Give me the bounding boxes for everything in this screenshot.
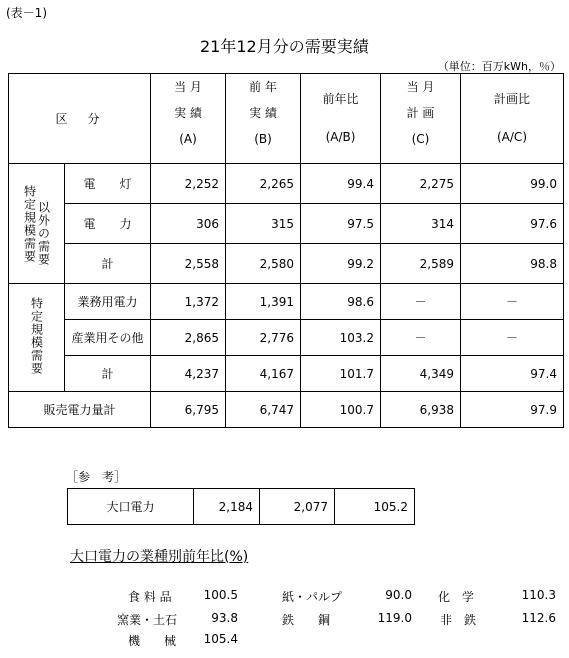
list-item: 紙・パルプ <box>282 590 343 604</box>
list-item: 90.0 <box>385 588 412 602</box>
table-row: 特定規模需要以外の需要 電 灯 2,252 2,265 99.4 2,275 99.0 <box>9 164 564 204</box>
reference-table <box>67 488 415 525</box>
list-item: 105.4 <box>203 632 238 646</box>
list-item: 非 鉄 <box>440 613 477 627</box>
table-row: 大口電力 2,184 2,077 105.2 <box>68 489 415 525</box>
list-item: 鉄 鋼 <box>282 613 331 627</box>
group2-label: 特定規模需要 <box>9 284 65 392</box>
list-item: 100.5 <box>203 588 238 602</box>
list-item: 93.8 <box>211 611 238 625</box>
demand-table <box>8 73 564 428</box>
list-item: 化 学 <box>438 590 475 604</box>
header-current-actual: 当 月 実 績 (A) <box>151 74 226 164</box>
table-row: 計 4,237 4,167 101.7 4,349 97.4 <box>9 356 564 392</box>
header-plan-ratio: 計画比 (A/C) <box>461 74 564 164</box>
table-number: (表－1) <box>6 6 47 20</box>
unit-label: （単位：百万kWh，％） <box>437 60 561 73</box>
table-row: 特定規模需要 業務用電力 1,372 1,391 98.6 － － <box>9 284 564 320</box>
list-item: 110.3 <box>521 588 556 602</box>
header-yoy-ratio: 前年比 (A/B) <box>301 74 381 164</box>
table-row: 計 2,558 2,580 99.2 2,589 98.8 <box>9 244 564 284</box>
group1-label: 特定規模需要以外の需要 <box>9 164 65 284</box>
industry-heading: 大口電力の業種別前年比(%) <box>70 549 249 565</box>
table-header-row <box>9 74 564 164</box>
header-previous-actual: 前 年 実 績 (B) <box>226 74 301 164</box>
header-plan: 当 月 計 画 (C) <box>381 74 461 164</box>
header-category: 区 分 <box>9 74 151 164</box>
table-row: 電 力 306 315 97.5 314 97.6 <box>9 204 564 244</box>
list-item: 食 料 品 <box>128 590 172 604</box>
table-row: 産業用その他 2,865 2,776 103.2 － － <box>9 320 564 356</box>
page-title: 21年12月分の需要実績 <box>200 37 369 56</box>
total-row: 販売電力量計 6,795 6,747 100.7 6,938 97.9 <box>9 392 564 428</box>
list-item: 機 械 <box>128 634 177 648</box>
reference-heading: ［参 考］ <box>66 470 127 484</box>
list-item: 119.0 <box>377 611 412 625</box>
list-item: 112.6 <box>521 611 556 625</box>
list-item: 窯業・土石 <box>117 613 178 627</box>
